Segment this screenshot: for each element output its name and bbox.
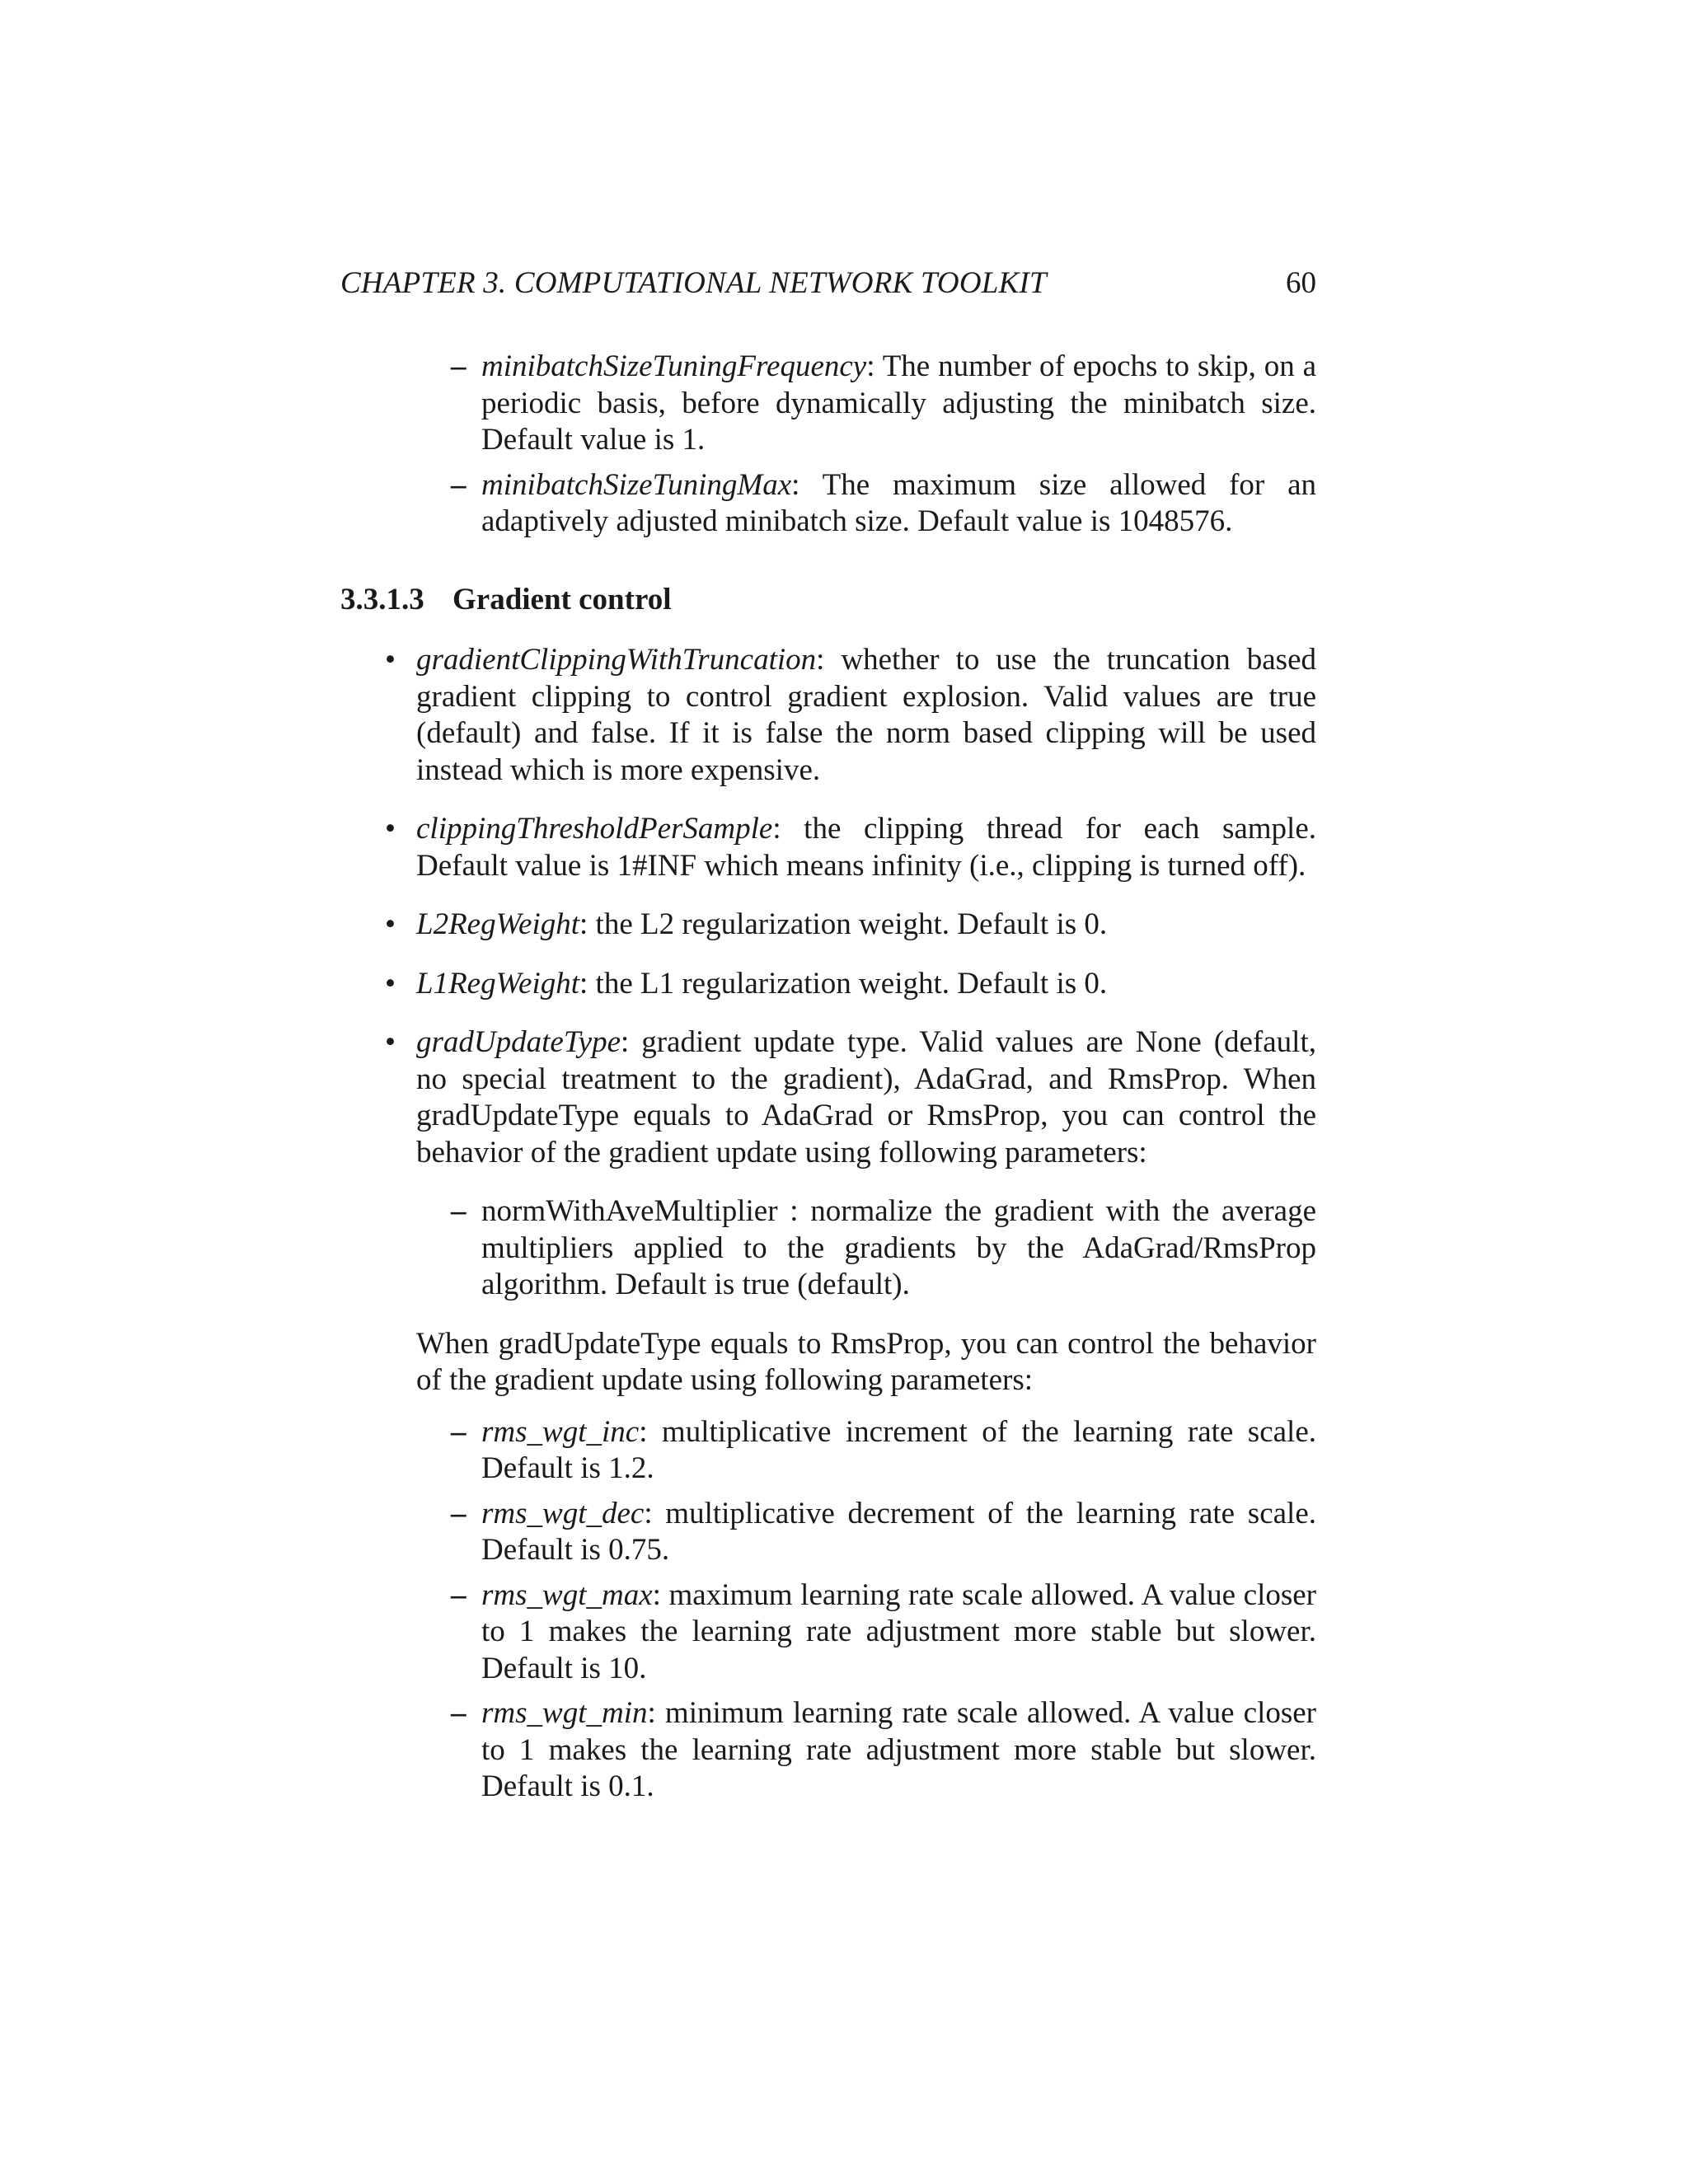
dash-marker: – [451,467,467,502]
param-name: rms_wgt_dec [481,1496,645,1530]
param-name: minibatchSizeTuningMax [481,467,792,502]
chapter-title: CHAPTER 3. COMPUTATIONAL NETWORK TOOLKIT [340,266,1047,300]
param-description: : gradient update type. Valid values are None (default, no special treatment to the gradient), AdaGrad, and RmsProp. When gradUpdateType equals to AdaGrad or RmsProp, you can control the behavior of the gradient update using following parameters: [416,1025,1316,1169]
param-name: L1RegWeight [416,966,580,1001]
param-description: : minimum learning rate scale allowed. A value closer to 1 makes the learning rate adjustment more stable but slower. Default is 0.1. [481,1696,1316,1803]
param-name: rms_wgt_min [481,1696,648,1730]
param-description: : the L1 regularization weight. Default is 0. [579,966,1108,1001]
top-dash-list [451,349,1316,541]
param-description: : the clipping thread for each sample. Default value is 1#INF which means infinity (i.e., clipping is turned off). [416,812,1316,883]
list-item [385,966,1316,1003]
param-description: : whether to use the truncation based gradient clipping to control gradient explosion. Valid values are true (default) and false. If it is false the norm based clipping will be used instead which is more expensive. [416,643,1316,787]
rms-paragraph: When gradUpdateType equals to RmsProp, you can control the behavior of the gradient update using following parameters: [416,1326,1316,1397]
list-item [451,1695,1316,1806]
param-description: normWithAveMultiplier : normalize the gradient with the average multipliers applied to the gradients by the AdaGrad/RmsProp algorithm. Default is true (default). [481,1194,1316,1301]
section-title: Gradient control [452,583,672,616]
dash-marker: – [451,1496,467,1530]
list-item [451,467,1316,541]
list-item [451,349,1316,459]
param-name: clippingThresholdPerSample [416,812,773,846]
param-description: : multiplicative decrement of the learning rate scale. Default is 0.75. [481,1496,1316,1567]
list-item [385,811,1316,884]
list-item [385,1024,1316,1806]
rms-dash-list [451,1414,1316,1806]
bullet-marker: • [385,966,396,1001]
param-name: rms_wgt_inc [481,1414,640,1449]
bullet-list [385,642,1316,1806]
page-number: 60 [1286,266,1316,300]
dash-marker: – [451,1696,467,1730]
dash-marker: – [451,1414,467,1449]
bullet-marker: • [385,812,396,846]
list-item [451,1414,1316,1488]
param-name: gradientClippingWithTruncation [416,643,817,677]
list-item [451,1193,1316,1304]
param-description: : maximum learning rate scale allowed. A value closer to 1 makes the learning rate adjustment more stable but slower. Default is 10. [481,1577,1316,1685]
list-item [385,907,1316,944]
list-item [385,642,1316,789]
list-item [451,1577,1316,1688]
dash-marker: – [451,1577,467,1612]
param-description: : The maximum size allowed for an adaptively adjusted minibatch size. Default value is 1048576. [481,467,1316,538]
bullet-marker: • [385,1025,396,1059]
dash-marker: – [451,349,467,383]
list-item [451,1496,1316,1569]
bullet-marker: • [385,907,396,941]
section-number: 3.3.1.3 [340,583,424,616]
dash-marker: – [451,1194,467,1228]
section-heading [340,582,1316,618]
norm-dash-list [451,1193,1316,1304]
param-description: : multiplicative increment of the learning rate scale. Default is 1.2. [481,1414,1316,1485]
param-name: minibatchSizeTuningFrequency [481,349,867,383]
running-header [340,265,1316,302]
param-description: : The number of epochs to skip, on a periodic basis, before dynamically adjusting the minibatch size. Default value is 1. [481,349,1316,457]
param-name: rms_wgt_max [481,1577,653,1612]
bullet-marker: • [385,643,396,677]
param-description: : the L2 regularization weight. Default is 0. [579,907,1108,941]
param-name: gradUpdateType [416,1025,621,1059]
param-name: L2RegWeight [416,907,580,941]
